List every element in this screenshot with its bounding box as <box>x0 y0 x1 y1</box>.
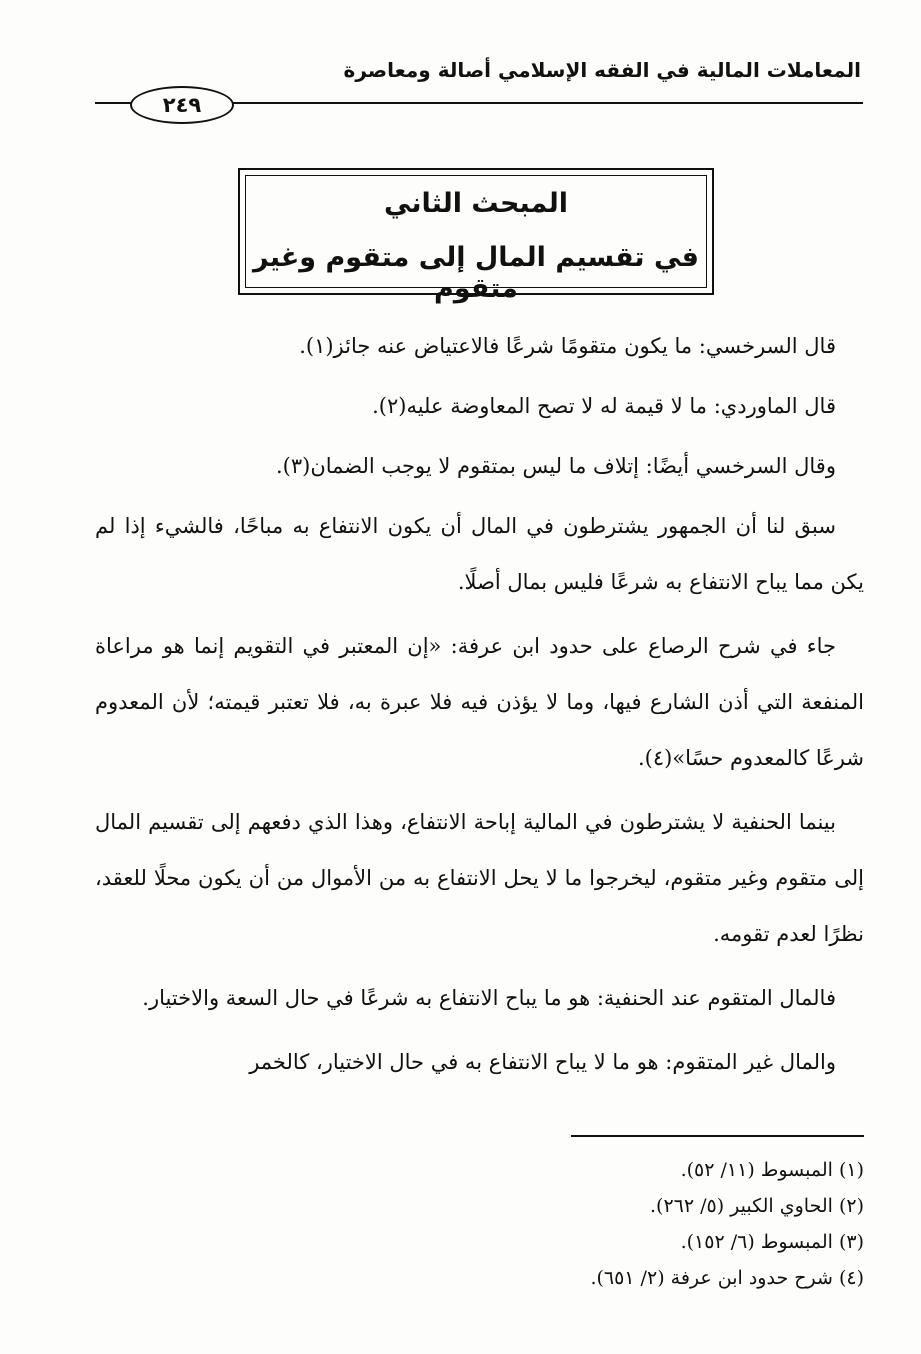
paragraph: فالمال المتقوم عند الحنفية: هو ما يباح الانتفاع به شرعًا في حال السعة والاختيار. <box>142 986 836 1010</box>
section-title-box <box>238 168 714 304</box>
footnote-rule <box>571 1135 864 1137</box>
paragraph: وقال السرخسي أيضًا: إتلاف ما ليس بمتقوم لا يوجب الضمان(٣). <box>275 454 836 478</box>
paragraph: سبق لنا أن الجمهور يشترطون في المال أن يكون الانتفاع به مباحًا، فالشيء إذا لم يكن مما يباح الانتفاع به شرعًا فليس بمال أصلًا. <box>95 514 864 594</box>
section-title: المبحث الثاني <box>384 188 568 219</box>
body-text <box>95 318 864 1098</box>
running-header: المعاملات المالية في الفقه الإسلامي أصالة ومعاصرة <box>343 58 861 82</box>
paragraph: قال السرخسي: ما يكون متقومًا شرعًا فالاعتياض عنه جائز(١). <box>299 334 836 358</box>
paragraph: قال الماوردي: ما لا قيمة له لا تصح المعاوضة عليه(٢). <box>372 394 836 418</box>
section-subtitle: في تقسيم المال إلى متقوم وغير متقوم <box>253 242 699 304</box>
footnote: (٢) الحاوي الكبير (٥/ ٢٦٢). <box>649 1195 864 1217</box>
paragraph: والمال غير المتقوم: هو ما لا يباح الانتفاع به في حال الاختيار، كالخمر <box>249 1050 836 1074</box>
footnotes <box>300 1152 864 1296</box>
paragraph: جاء في شرح الرصاع على حدود ابن عرفة: «إن المعتبر في التقويم إنما هو مراعاة المنفعة التي أذن الشارع فيها، وما لا يؤذن فيه فلا عبرة به، فلا تعتبر قيمته؛ لأن المعدوم شرعًا كالمعدوم حسًا»(٤). <box>95 634 864 770</box>
footnote: (٣) المبسوط (٦/ ١٥٢). <box>680 1231 864 1253</box>
footnote: (٤) شرح حدود ابن عرفة (٢/ ٦٥١). <box>590 1267 864 1289</box>
page-number: ٢٤٩ <box>130 86 234 124</box>
paragraph: بينما الحنفية لا يشترطون في المالية إباحة الانتفاع، وهذا الذي دفعهم إلى تقسيم المال إلى متقوم وغير متقوم، ليخرجوا ما لا يحل الانتفاع به من الأموال من أن يكون محلًا للعقد، نظرًا لعدم تقومه. <box>95 810 864 946</box>
footnote: (١) المبسوط (١١/ ٥٢). <box>680 1159 864 1181</box>
